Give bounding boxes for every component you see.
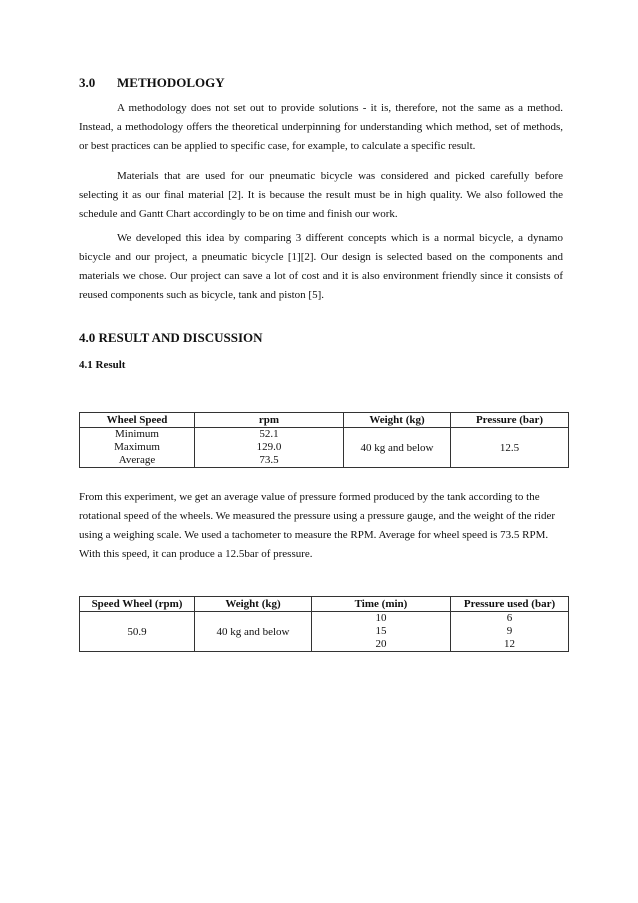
table-header-cell: Pressure (bar) — [451, 413, 569, 428]
methodology-paragraph-2: Materials that are used for our pneumatic bicycle was considered and picked carefully before selecting it as our final material [2]. It is because the result must be in high quality. We also followed the schedule and Gantt Chart accordingly to be on time and finish our work. — [79, 170, 563, 220]
speed-label: Maximum — [114, 441, 160, 453]
table-row — [80, 612, 569, 652]
table-cell: 40 kg and below — [344, 428, 451, 468]
table-row — [80, 428, 569, 468]
section-number: 3.0 — [79, 75, 96, 90]
section-title: METHODOLOGY — [117, 75, 225, 90]
speed-label: Minimum — [114, 428, 159, 440]
table-header-cell: Wheel Speed — [80, 413, 195, 428]
time-value: 10 — [375, 612, 387, 624]
rpm-value: 73.5 — [259, 454, 279, 466]
pressure-value: 6 — [506, 612, 513, 624]
table-header-cell: Speed Wheel (rpm) — [80, 597, 195, 612]
table-cell: 12.5 — [451, 428, 569, 468]
methodology-paragraph-3: We developed this idea by comparing 3 different concepts which is a normal bicycle, a dynamo bicycle and our project, a pneumatic bicycle [1][2]. Our design is selected based on the components and materials we chose. Our project can save a lot of cost and it is also environment friendly since it consists of reused components such as bicycle, tank and piston [5]. — [79, 232, 563, 301]
speed-label: Average — [118, 454, 156, 466]
wheel-speed-table — [79, 412, 569, 468]
table-header-cell: Time (min) — [312, 597, 451, 612]
table-cell — [80, 428, 195, 468]
table-cell: 50.9 — [80, 612, 195, 652]
table-cell — [451, 612, 569, 652]
table-header-cell: Weight (kg) — [344, 413, 451, 428]
pressure-value: 9 — [506, 625, 513, 637]
table-header-row — [80, 413, 569, 428]
time-value: 20 — [375, 638, 387, 650]
results-subheading: 4.1 Result — [79, 359, 126, 371]
table-cell — [195, 428, 344, 468]
pressure-time-table — [79, 596, 569, 652]
time-value: 15 — [375, 625, 387, 637]
results-heading: 4.0 RESULT AND DISCUSSION — [79, 330, 263, 345]
rpm-value: 129.0 — [256, 441, 282, 453]
table-header-cell: Weight (kg) — [195, 597, 312, 612]
table-header-cell: Pressure used (bar) — [451, 597, 569, 612]
methodology-paragraph-1: A methodology does not set out to provide solutions - it is, therefore, not the same as a method. Instead, a methodology offers the theoretical underpinning for understanding which method, set of methods, or best practices can be applied to specific case, for example, to calculate a specific result. — [79, 102, 563, 152]
rpm-value: 52.1 — [259, 428, 279, 440]
table-cell: 40 kg and below — [195, 612, 312, 652]
table-cell — [312, 612, 451, 652]
pressure-value: 12 — [504, 638, 515, 650]
table-header-row — [80, 597, 569, 612]
results-paragraph: From this experiment, we get an average value of pressure formed produced by the tank according to the rotational speed of the wheels. We measured the pressure using a pressure gauge, and the weight of the rider using a weighing scale. We used a tachometer to measure the RPM. Average for wheel speed is 73.5 RPM. With this speed, it can produce a 12.5bar of pressure. — [79, 491, 556, 560]
table-header-cell: rpm — [195, 413, 344, 428]
